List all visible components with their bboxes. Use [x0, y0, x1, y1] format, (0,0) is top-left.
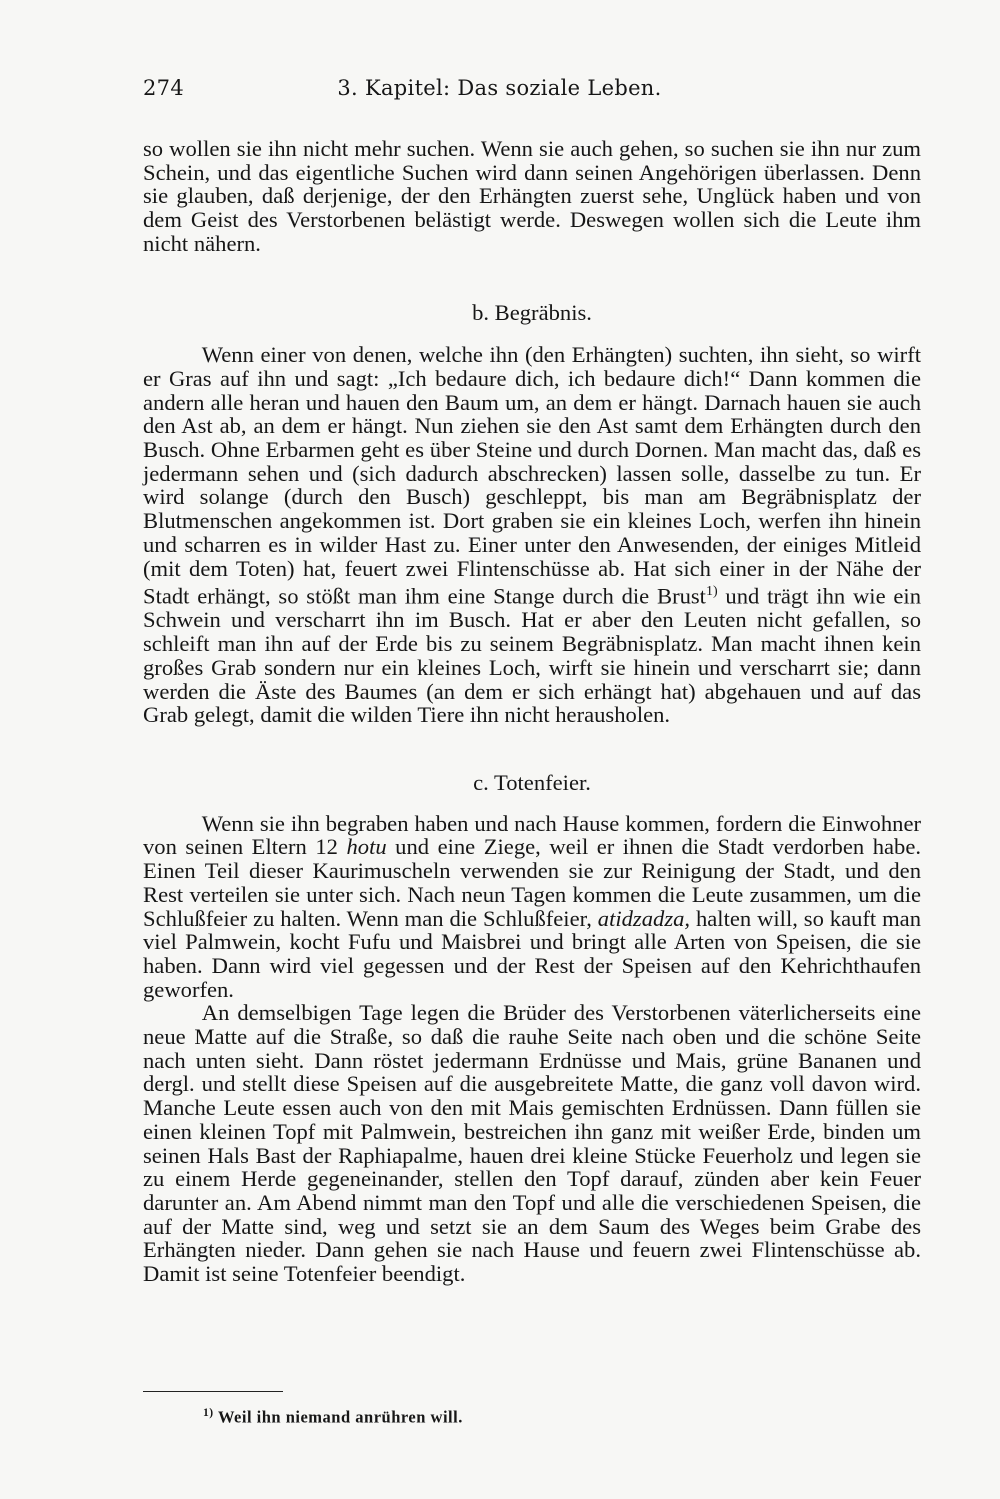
- paragraph-totenfeier-continued: An demselbigen Tage legen die Brüder des Verstorbenen väterlicherseits eine neue Matte auf die Straße, so daß die rauhe Seite nach oben und die schöne Seite nach unten sieht. Dann röstet jedermann Erdnüsse und Mais, grüne Bananen und dergl. und stellt diese Speisen auf die ausgebreitete Matte, die ganz voll davon wird. Manche Leute essen auch von den mit Mais gemischten Erdnüssen. Dann füllen sie einen kleinen Topf mit Palmwein, bestreichen ihn ganz mit weißer Erde, binden um seinen Hals Bast der Raphiapalme, hauen drei kleine Stücke Feuerholz und legen sie zu einem Herde gegeneinander, stellen den Topf darauf, zünden aber kein Feuer darunter an. Am Abend nimmt man den Topf und alle die verschiedenen Speisen, die auf der Matte sind, weg und setzt sie an dem Saum des Weges beim Grabe des Erhängten nieder. Dann gehen sie nach Hause und feuern zwei Flintenschüsse ab. Damit ist seine Totenfeier beendigt.: [143, 1000, 921, 1287]
- page-header: [143, 76, 856, 106]
- paragraph-begraebnis-part-1: Wenn einer von denen, welche ihn (den Erhängten) suchten, ihn sieht, so wirft er Gras auf ihn und sagt: „Ich bedaure dich, ich bedaure dich!“ Dann kommen die andern alle heran und hauen den Baum um, an dem er hängt. Darnach hauen sie auch den Ast ab, an dem er hängt. Nun ziehen sie den Ast samt dem Erhängten durch den Busch. Ohne Erbarmen geht es über Steine und durch Dornen. Man macht das, daß es jedermann sehen und (sich dadurch abschrecken) lassen solle, dasselbe zu tun. Er wird solange (durch den Busch) geschleppt, bis man am Begräbnisplatz der Blutmenschen angekommen ist. Dort graben sie ein kleines Loch, werfen ihn hinein und scharren es in wilder Hast zu. Einer unter den Anwesenden, der einiges Mitleid (mit dem Toten) hat, feuert zwei Flintenschüsse ab. Hat sich einer in der Nähe der Stadt erhängt, so stößt man ihm eine Stange durch die Brust: [143, 342, 921, 609]
- paragraph-begraebnis-part-2: und trägt ihn wie ein Schwein und verscharrt ihn im Busch. Hat er aber den Leuten nicht gefallen, so schleift man ihn auf der Erde bis zu seinem Begräbnisplatz. Man macht ihnen kein großes Grab sondern nur ein kleines Loch, wirft sie hinein und verscharrt sie; dann werden die Äste des Baumes (an dem er sich erhängt hat) abgehauen und auf das Grab gelegt, damit die wilden Tiere ihn nicht herausholen.: [143, 583, 921, 728]
- running-head: 3. Kapitel: Das soziale Leben.: [337, 76, 662, 100]
- paragraph-totenfeier-part-1: Wenn sie ihn begraben haben und nach Hause kommen, fordern die Einwohner von seinen Eltern 12: [143, 810, 921, 860]
- term-atidzadza: atidzadza,: [597, 905, 691, 931]
- footnote-marker: 1): [203, 1407, 214, 1419]
- footnote-divider: [143, 1391, 283, 1392]
- footnote: [203, 1407, 463, 1428]
- term-hotu: hotu: [346, 834, 387, 860]
- footnote-text: Weil ihn niemand anrühren will.: [213, 1407, 463, 1427]
- paragraph-begraebnis: [143, 343, 921, 727]
- paragraph-totenfeier-part-2: und eine Ziege, weil er ihnen die Stadt verdorben habe. Einen Teil dieser Kaurimuscheln verwenden sie zur Reinigung der Stadt, und den Rest verteilen sie unter sich. Nach neun Tagen kommen die Leute zusammen, um die Schlußfeier zu halten. Wenn man die Schlußfeier,: [143, 834, 921, 931]
- paragraph-continuation: so wollen sie ihn nicht mehr suchen. Wenn sie auch gehen, so suchen sie ihn nur zum Schein, und das eigentliche Suchen wird dann seinen Angehörigen überlassen. Denn sie glauben, daß derjenige, der den Erhängten zuerst sehe, Unglück haben und von dem Geist des Verstorbenen belästigt werde. Deswegen wollen sich die Leute ihm nicht nähern.: [143, 136, 921, 256]
- page-number: 274: [143, 76, 184, 100]
- section-heading-begraebnis: b. Begräbnis.: [472, 299, 592, 325]
- paragraph-totenfeier-part-3: halten will, so kauft man viel Palmwein, kocht Fufu und Maisbrei und bringt alle Arten von Speisen, die sie haben. Dann wird viel gegessen und der Rest der Speisen auf den Kehrichthaufen geworfen.: [143, 905, 922, 1002]
- section-heading-totenfeier: c. Totenfeier.: [473, 770, 591, 795]
- paragraph-totenfeier: [143, 812, 921, 1002]
- footnote-reference: 1): [705, 584, 718, 600]
- body-text: [143, 137, 921, 1286]
